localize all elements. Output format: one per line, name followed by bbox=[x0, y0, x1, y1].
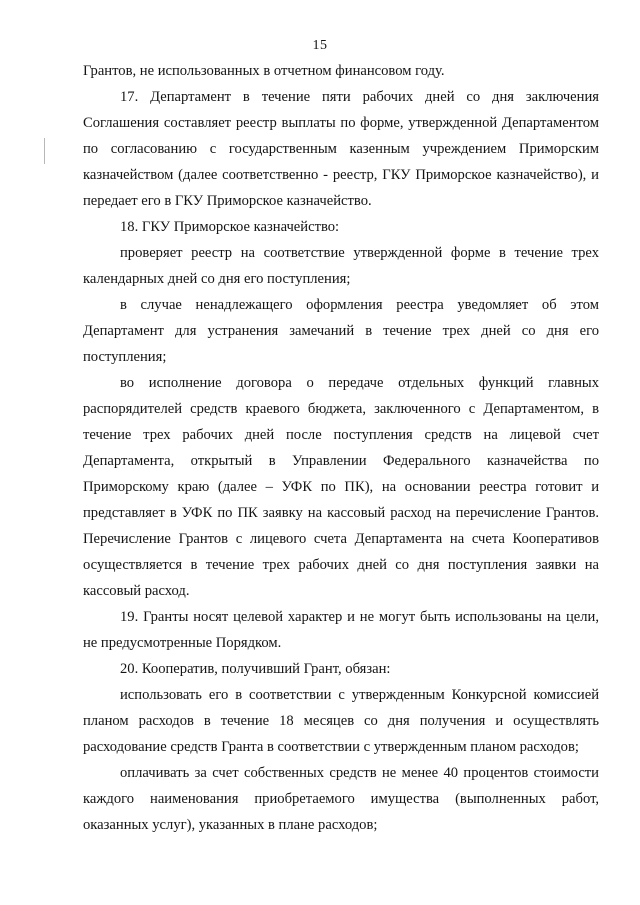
paragraph-3: 18. ГКУ Приморское казначейство: bbox=[120, 219, 340, 235]
paragraph-4: проверяет реестр на соответствие утвержденной форме в течение трех календарных дней со дня его поступления; bbox=[83, 245, 599, 287]
paragraph-6: во исполнение договора о передаче отдельных функций главных распорядителей средств краевого бюджета, заключенного с Департаментом, в течение трех рабочих дней после поступления средств на лицевой счет Департамента, открытый в Управлении Федерального казначейства по Приморскому краю (далее – УФК по ПК), на основании реестра готовит и представляет в УФК по ПК заявку на кассовый расход на перечисление Грантов. Перечисление Грантов с лицевого счета Департамента на счета Кооперативов осуществляется в течение трех рабочих дней со дня поступления заявки на кассовый расход. bbox=[83, 375, 599, 599]
document-body bbox=[83, 58, 599, 838]
paragraph-1: Грантов, не использованных в отчетном финансовом году. bbox=[83, 63, 445, 79]
page-number: 15 bbox=[312, 38, 328, 53]
paragraph-2: 17. Департамент в течение пяти рабочих дней со дня заключения Соглашения составляет реестр выплаты по форме, утвержденной Департаментом по согласованию с государственным казенным учреждением Приморским казначейством (далее соответственно - реестр, ГКУ Приморское казначейство), и передает его в ГКУ Приморское казначейство. bbox=[83, 89, 599, 209]
paragraph-5: в случае ненадлежащего оформления реестра уведомляет об этом Департамент для устранения замечаний в течение трех дней со дня его поступления; bbox=[83, 297, 599, 365]
paragraph-7: 19. Гранты носят целевой характер и не могут быть использованы на цели, не предусмотренные Порядком. bbox=[83, 609, 599, 651]
margin-mark bbox=[44, 138, 45, 164]
paragraph-8: 20. Кооператив, получивший Грант, обязан: bbox=[120, 661, 391, 677]
paragraph-9: использовать его в соответствии с утвержденным Конкурсной комиссией планом расходов в течение 18 месяцев со дня получения и осуществлять расходование средств Гранта в соответствии с утвержденным планом расходов; bbox=[83, 687, 599, 755]
paragraph-10: оплачивать за счет собственных средств не менее 40 процентов стоимости каждого наименования приобретаемого имущества (выполненных работ, оказанных услуг), указанных в плане расходов; bbox=[83, 765, 599, 833]
